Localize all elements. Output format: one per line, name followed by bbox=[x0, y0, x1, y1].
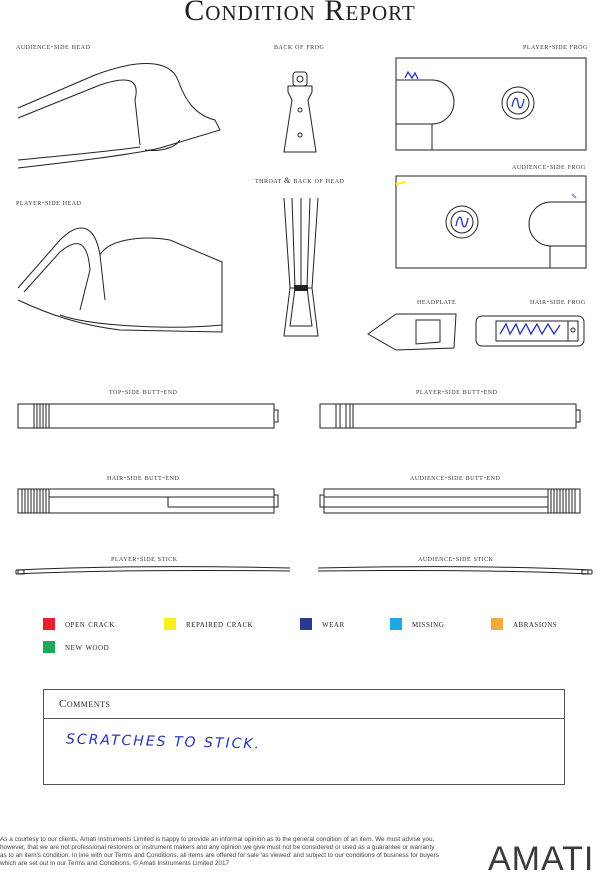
legend-swatch-wear bbox=[300, 618, 312, 630]
legend-item-wear bbox=[300, 618, 345, 630]
legend-label: open crack bbox=[65, 618, 115, 630]
top-side-butt-end-diagram bbox=[18, 402, 280, 432]
legend-label: new wood bbox=[65, 641, 110, 653]
legend-swatch-new-wood bbox=[43, 641, 55, 653]
audience-side-stick-diagram bbox=[316, 564, 596, 578]
label-headplate: headplate bbox=[417, 297, 457, 306]
label-throat-back-of-head: throat & back of head bbox=[255, 176, 345, 185]
comment-handwritten-text: SCRATCHES TO STICK. bbox=[65, 731, 262, 753]
label-player-side-frog: player-side frog bbox=[523, 42, 588, 51]
legend-label: abrasions bbox=[513, 618, 558, 630]
comments-box bbox=[43, 689, 565, 785]
legend-swatch-repaired-crack bbox=[164, 618, 176, 630]
label-player-side-stick: player-side stick bbox=[111, 554, 178, 563]
legend-item-missing bbox=[390, 618, 444, 630]
legend-item-repaired-crack bbox=[164, 618, 253, 630]
label-audience-side-butt-end: audience-side butt-end bbox=[410, 473, 501, 482]
comments-header bbox=[44, 690, 564, 719]
audience-side-butt-end-diagram bbox=[320, 487, 582, 517]
legend-swatch-missing bbox=[390, 618, 402, 630]
legend-label: wear bbox=[322, 618, 345, 630]
amati-logo: AMATI bbox=[488, 840, 595, 878]
player-side-butt-end-diagram bbox=[320, 402, 582, 432]
legend-label: repaired crack bbox=[186, 618, 254, 630]
footer-disclaimer: As a courtesy to our clients, Amati Instruments Limited is happy to provide an informal opinion as to the general condition of an item. We must advise you, however, that we are not professional restorers or instrument makers and any opinion we give must not be considered or used as a guarantee or warranty as to an item's condition. In line with our Terms and Conditions, all items are offered for sale 'as viewed' and subject to our conditions of business for buyers which are set out in our Terms and Conditions. © Amati Instruments Limited 2017 bbox=[0, 836, 439, 867]
label-hair-side-frog: hair-side frog bbox=[530, 297, 586, 306]
legend-item-abrasions bbox=[491, 618, 557, 630]
legend-swatch-abrasions bbox=[491, 618, 503, 630]
label-back-of-frog: back of frog bbox=[274, 42, 325, 51]
label-audience-side-frog: audience-side frog bbox=[512, 162, 586, 171]
label-audience-side-head: audience-side head bbox=[16, 42, 91, 51]
hair-side-frog-diagram bbox=[476, 316, 586, 348]
hair-side-butt-end-diagram bbox=[18, 487, 280, 517]
page-title: Condition Report bbox=[184, 0, 416, 27]
label-player-side-head: player-side head bbox=[16, 198, 82, 207]
legend-swatch-open-crack bbox=[43, 618, 55, 630]
player-side-stick-diagram bbox=[14, 564, 294, 578]
label-player-side-butt-end: player-side butt-end bbox=[416, 387, 498, 396]
legend-item-open-crack bbox=[43, 618, 115, 630]
comments-heading: Comments bbox=[59, 698, 111, 710]
label-audience-side-stick: audience-side stick bbox=[418, 554, 494, 563]
legend-item-new-wood bbox=[43, 641, 109, 653]
legend-label: missing bbox=[412, 618, 445, 630]
label-top-side-butt-end: top-side butt-end bbox=[109, 387, 178, 396]
headplate-diagram bbox=[366, 312, 458, 352]
label-hair-side-butt-end: hair-side butt-end bbox=[107, 473, 180, 482]
